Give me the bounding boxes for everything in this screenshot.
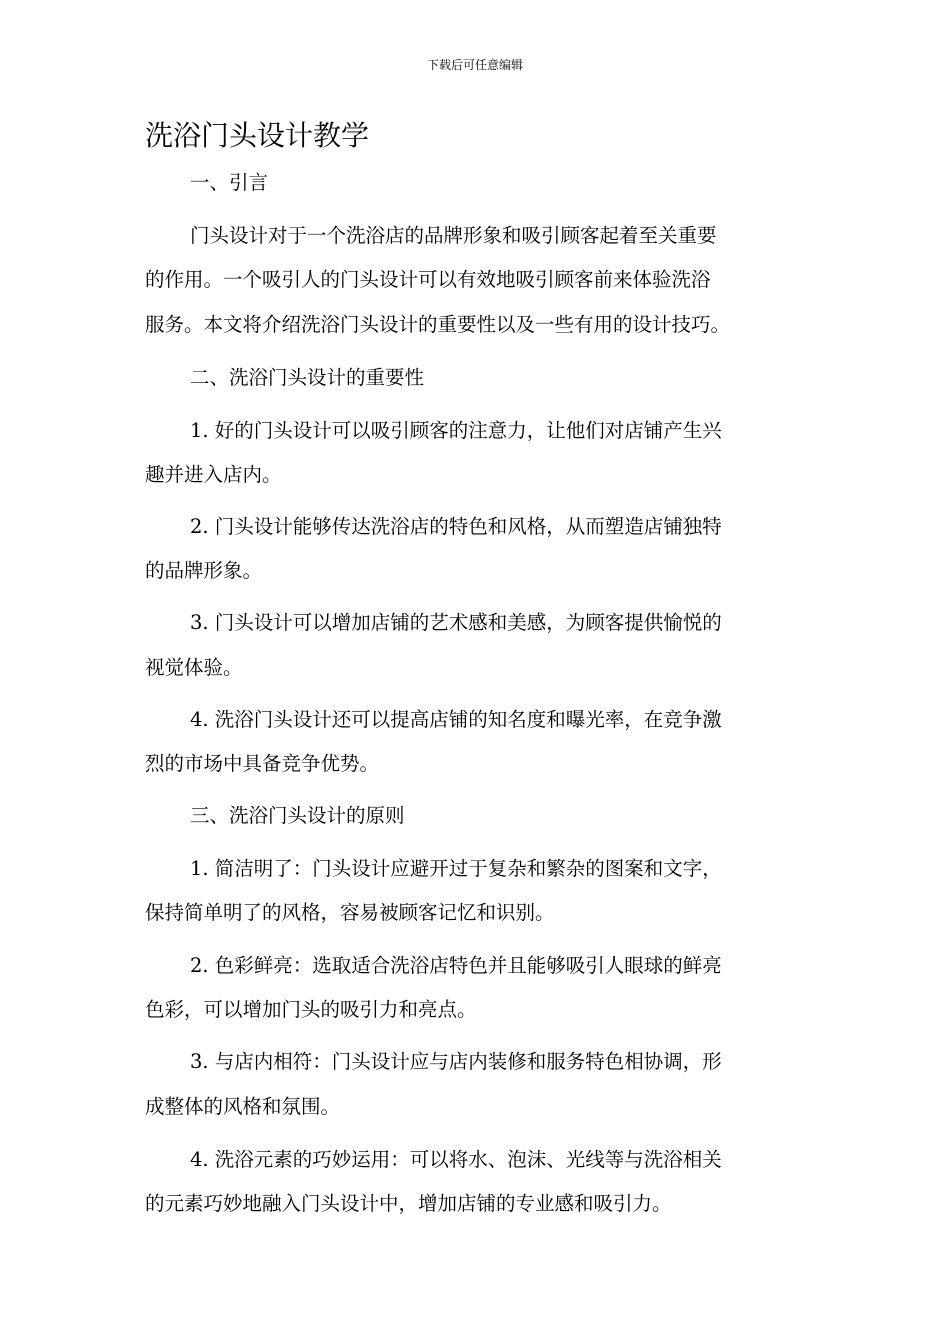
principle-item-line: 成整体的风格和氛围。 [145,1095,341,1118]
principle-item-line: 保持简单明了的风格，容易被顾客记忆和识别。 [145,901,555,924]
principle-item-line: 色彩，可以增加门头的吸引力和亮点。 [145,998,477,1021]
section-heading-intro: 一、引言 [190,171,269,194]
page-header-note: 下载后可任意编辑 [426,58,523,72]
importance-item-line: 2. 门头设计能够传达洗浴店的特色和风格，从而塑造店铺独特 [190,515,722,538]
section-heading-importance: 二、洗浴门头设计的重要性 [190,366,425,389]
importance-item-line: 的品牌形象。 [145,559,263,582]
importance-item-line: 4. 洗浴门头设计还可以提高店铺的知名度和曝光率，在竞争激 [190,708,722,731]
principle-item-line: 2. 色彩鲜亮：选取适合洗浴店特色并且能够吸引人眼球的鲜亮 [190,954,722,977]
importance-item-line: 趣并进入店内。 [145,463,282,486]
importance-item-line: 1. 好的门头设计可以吸引顾客的注意力，让他们对店铺产生兴 [190,419,722,442]
intro-paragraph-line: 门头设计对于一个洗浴店的品牌形象和吸引顾客起着至关重要 [190,224,717,247]
document-title: 洗浴门头设计教学 [145,119,370,152]
principle-item-line: 4. 洗浴元素的巧妙运用：可以将水、泡沫、光线等与洗浴相关 [190,1148,722,1171]
principle-item-line: 的元素巧妙地融入门头设计中，增加店铺的专业感和吸引力。 [145,1192,672,1215]
section-heading-principles: 三、洗浴门头设计的原则 [190,804,405,827]
intro-paragraph-line: 服务。本文将介绍洗浴门头设计的重要性以及一些有用的设计技巧。 [145,313,731,336]
principle-item-line: 1. 简洁明了：门头设计应避开过于复杂和繁杂的图案和文字， [190,857,722,880]
importance-item-line: 3. 门头设计可以增加店铺的艺术感和美感，为顾客提供愉悦的 [190,611,722,634]
intro-paragraph-line: 的作用。一个吸引人的门头设计可以有效地吸引顾客前来体验洗浴 [145,268,711,291]
principle-item-line: 3. 与店内相符：门头设计应与店内装修和服务特色相协调，形 [190,1050,722,1073]
importance-item-line: 视觉体验。 [145,656,243,679]
importance-item-line: 烈的市场中具备竞争优势。 [145,752,380,775]
